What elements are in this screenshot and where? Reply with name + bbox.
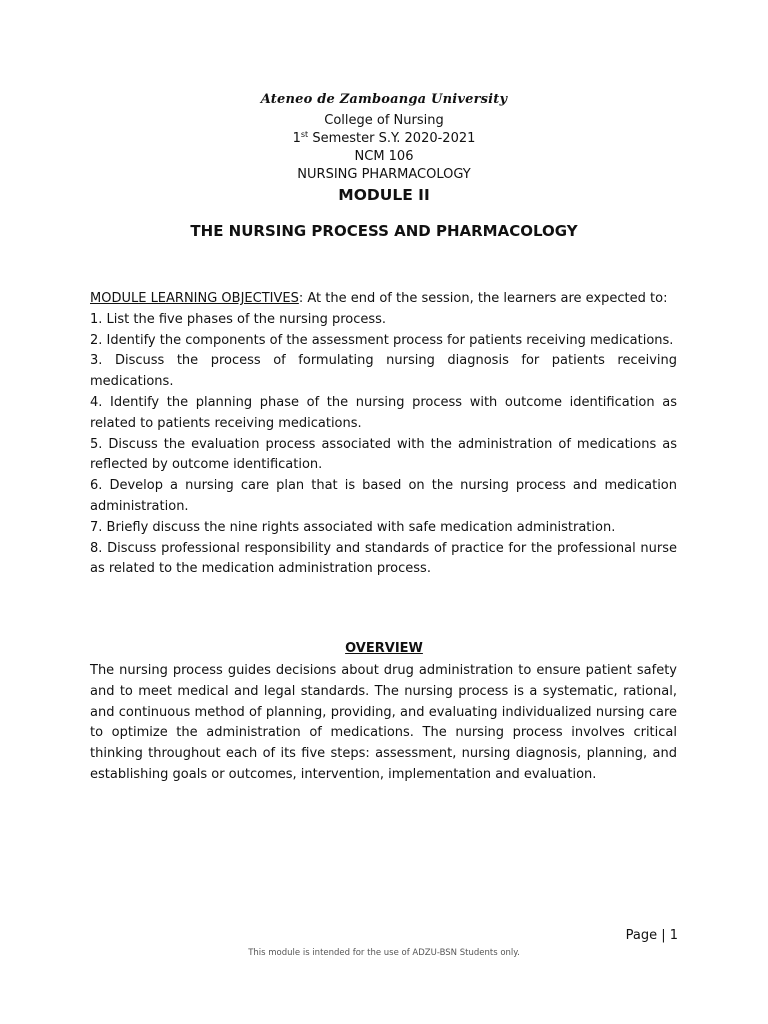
college-name: College of Nursing	[324, 113, 444, 128]
university-name: Ateneo de Zamboanga University	[260, 92, 508, 107]
objectives-label: MODULE LEARNING OBJECTIVES	[90, 291, 299, 306]
course-name: NURSING PHARMACOLOGY	[297, 167, 471, 182]
semester-ordinal: 1	[292, 131, 301, 146]
objective-item: 8. Discuss professional responsibility and standards of practice for the professional nurse as related to the medication administration process.	[90, 540, 677, 577]
semester-line	[0, 130, 768, 148]
objective-item: 1. List the five phases of the nursing process.	[90, 311, 387, 327]
footer-notice: This module is intended for the use of ADZU-BSN Students only.	[248, 948, 520, 958]
overview-heading: OVERVIEW	[345, 641, 423, 656]
course-code: NCM 106	[354, 149, 414, 164]
overview-text: The nursing process guides decisions about drug administration to ensure patient safety and to meet medical and legal standards. The nursing process is a systematic, rational, and continuous method of planning, providing, and evaluating individualized nursing care to optimize the administration of medications. The nursing process involves critical thinking throughout each of its five steps: assessment, nursing diagnosis, planning, and establishing goals or outcomes, intervention, implementation and evaluation.	[90, 663, 677, 782]
module-number: MODULE II	[338, 186, 430, 204]
objective-item: 2. Identify the components of the assessment process for patients receiving medications.	[90, 332, 674, 348]
objective-item: 5. Discuss the evaluation process associated with the administration of medications as reflected by outcome identification.	[90, 436, 677, 473]
objective-item: 7. Briefly discuss the nine rights associated with safe medication administration.	[90, 519, 616, 535]
semester-suffix: st	[300, 130, 309, 139]
objectives-intro-text: : At the end of the session, the learners are expected to:	[298, 291, 668, 306]
page-number: Page | 1	[625, 928, 678, 943]
semester-text: Semester S.Y. 2020-2021	[308, 131, 476, 146]
module-title: THE NURSING PROCESS AND PHARMACOLOGY	[190, 222, 578, 240]
objective-item: 6. Develop a nursing care plan that is based on the nursing process and medication administration.	[90, 478, 677, 514]
objective-item: 4. Identify the planning phase of the nursing process with outcome identification as related to patients receiving medications.	[90, 394, 677, 431]
objectives-section	[90, 289, 677, 580]
objective-item: 3. Discuss the process of formulating nursing diagnosis for patients receiving medications.	[90, 353, 677, 390]
objectives-intro	[90, 289, 677, 310]
